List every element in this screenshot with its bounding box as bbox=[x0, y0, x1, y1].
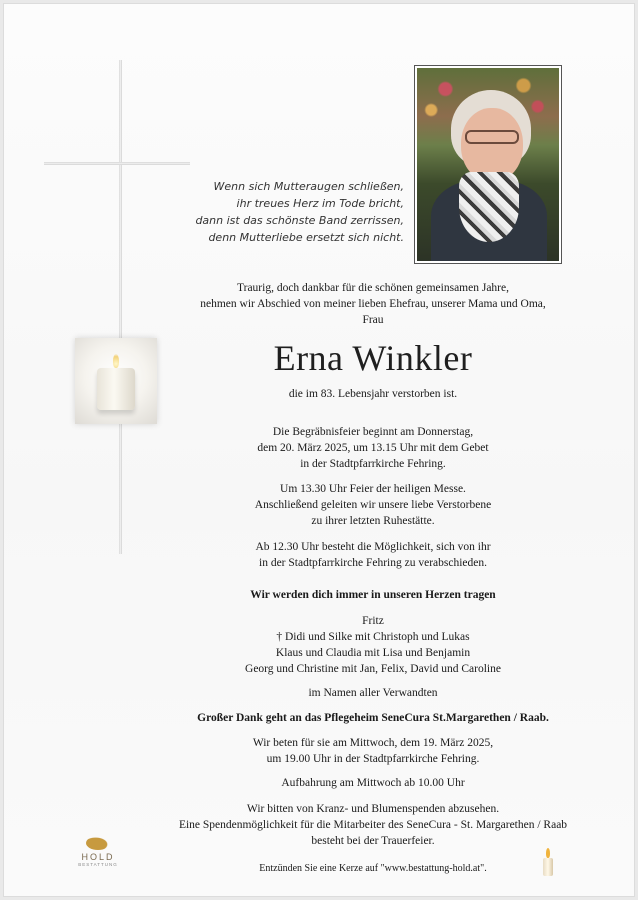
logo-bird-icon bbox=[86, 836, 110, 850]
family-list: Fritz † Didi und Silke mit Christoph und Lukas Klaus und Claudia mit Lisa und Benjamin Georg und Christine mit Jan, Felix, David und Caroline bbox=[245, 615, 501, 675]
mass-text: Um 13.30 Uhr Feier der heiligen Messe. Anschließend geleiten wir unsere liebe Verstorbene zu ihrer letzten Ruhestätte. bbox=[254, 483, 492, 527]
deceased-name: Erna Winkler bbox=[273, 338, 473, 378]
candle-icon[interactable] bbox=[541, 848, 555, 876]
portrait-photo bbox=[415, 66, 561, 263]
relatives-line: im Namen aller Verwandten bbox=[308, 687, 438, 699]
poem-line: denn Mutterliebe ersetzt sich nicht. bbox=[208, 231, 404, 244]
intro-text: Traurig, doch dankbar für die schönen gemeinsamen Jahre, nehmen wir Abschied von meiner lieben Ehefrau, unserer Mama und Oma, Frau bbox=[200, 282, 546, 326]
poem-line: ihr treues Herz im Tode bricht, bbox=[236, 197, 404, 210]
poem-line: dann ist das schönste Band zerrissen, bbox=[195, 214, 404, 227]
age-line: die im 83. Lebensjahr verstorben ist. bbox=[288, 388, 458, 400]
farewell-text: Ab 12.30 Uhr besteht die Möglichkeit, sich von ihr in der Stadtpfarrkirche Fehring zu verabschieden. bbox=[255, 541, 491, 569]
parte-page bbox=[4, 4, 634, 896]
candle-link-line[interactable]: Entzünden Sie eine Kerze auf "www.bestattung-hold.at". bbox=[259, 863, 487, 874]
cross-horizontal-beam bbox=[44, 162, 190, 165]
donations-text: Wir bitten von Kranz- und Blumenspenden abzusehen. Eine Spendenmöglichkeit für die Mitarbeiter des SeneCura - St. Margarethen / Raab besteht bei der Trauerfeier. bbox=[178, 803, 568, 847]
candle-image bbox=[75, 338, 157, 424]
funeral-home-logo: HOLD BESTATTUNG bbox=[74, 836, 122, 867]
poem-line: Wenn sich Mutteraugen schließen, bbox=[213, 180, 404, 193]
candle-flame-icon bbox=[113, 354, 119, 368]
thanks-line: Großer Dank geht an das Pflegeheim SeneCura St.Margarethen / Raab. bbox=[197, 712, 549, 724]
poem bbox=[174, 178, 404, 246]
cross-vertical-beam bbox=[119, 60, 122, 554]
viewing-line: Aufbahrung am Mittwoch ab 10.00 Uhr bbox=[281, 777, 465, 789]
prayer-text: Wir beten für sie am Mittwoch, dem 19. März 2025, um 19.00 Uhr in der Stadtpfarrkirche Fehring. bbox=[252, 737, 494, 765]
ceremony-text: Die Begräbnisfeier beginnt am Donnerstag, dem 20. März 2025, um 13.15 Uhr mit dem Gebet in der Stadtpfarrkirche Fehring. bbox=[257, 426, 489, 470]
candle-body bbox=[97, 368, 135, 410]
motto: Wir werden dich immer in unseren Herzen tragen bbox=[250, 589, 496, 601]
